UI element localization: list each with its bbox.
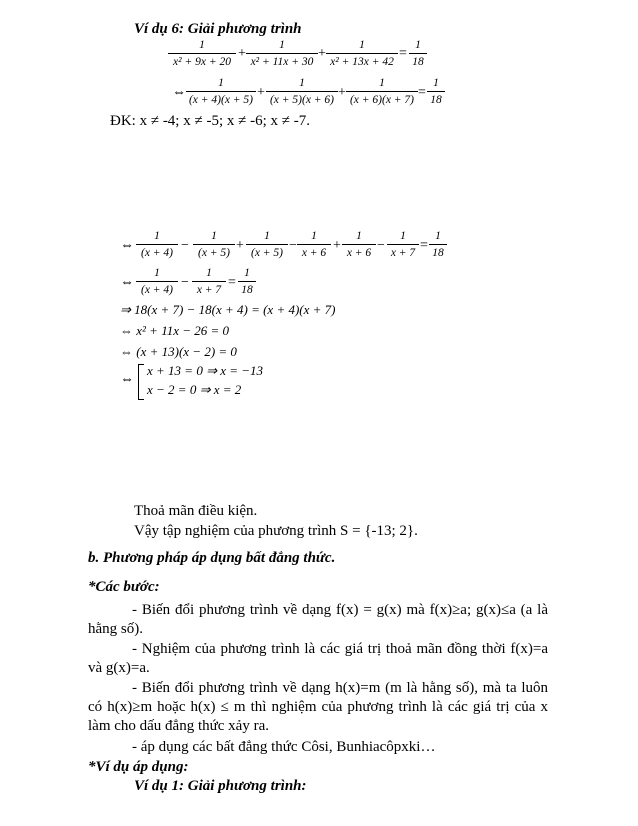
system-line-2: x − 2 = 0 ⇒ x = 2	[147, 382, 242, 397]
eq3-op-1: −	[181, 238, 189, 253]
eq1-op-3: =	[399, 46, 407, 61]
eq4-op-2: =	[228, 275, 236, 290]
eq3-frac-4: 1 x + 6	[297, 229, 331, 260]
eq3-frac-5: 1 x + 6	[342, 229, 376, 260]
eq1-frac-2: 1 x² + 11x + 30	[246, 38, 318, 69]
eq2-lead: ⇔	[172, 85, 186, 100]
condition-line: ĐK: x ≠ -4; x ≠ -5; x ≠ -6; x ≠ -7.	[110, 113, 310, 129]
eq4-lead: ⇔	[120, 275, 134, 290]
step-1: - Biến đổi phương trình về dạng f(x) = g(x) mà f(x)≥a; g(x)≤a (a là hằng số).	[88, 602, 548, 637]
math-line-5: ⇒ 18(x + 7) − 18(x + 4) = (x + 4)(x + 7)	[120, 302, 336, 317]
satisfy-text: Thoả mãn điều kiện.	[134, 503, 258, 519]
eq2-op-1: +	[257, 85, 265, 100]
example-heading: *Ví dụ áp dụng:	[88, 759, 189, 775]
eq1-frac-4: 1 18	[409, 38, 427, 69]
eq4-op-1: −	[181, 275, 189, 290]
step-3: - Biến đổi phương trình về dạng h(x)=m (m là hằng số), mà ta luôn có h(x)≥m hoặc h(x) ≤ m thì nghiệm của phương trình là các giá trị của x làm cho dấu đẳng thức xảy ra.	[88, 680, 548, 734]
eq2-frac-1: 1 (x + 4)(x + 5)	[186, 76, 256, 107]
eq3-frac-6: 1 x + 7	[387, 229, 419, 260]
eq3-op-3: −	[289, 238, 297, 253]
math-line-7: ⇔ (x + 13)(x − 2) = 0	[120, 344, 237, 359]
step-2: - Nghiệm của phương trình là các giá trị thoả mãn đồng thời f(x)=a và g(x)=a.	[88, 641, 548, 676]
eq4-frac-1: 1 (x + 4)	[136, 266, 178, 297]
eq3-op-4: +	[333, 238, 341, 253]
eq3-lead: ⇔	[120, 238, 134, 253]
eq4-frac-3: 1 18	[238, 266, 256, 297]
eq2-frac-4: 1 18	[427, 76, 445, 107]
system-bracket	[138, 364, 144, 400]
eq2-op-2: +	[338, 85, 346, 100]
eq3-frac-3: 1 (x + 5)	[246, 229, 288, 260]
eq3-op-6: =	[420, 238, 428, 253]
example-6-title: Ví dụ 6: Giải phương trình	[134, 21, 302, 37]
math-line-6: ⇔ x² + 11x − 26 = 0	[120, 323, 230, 338]
eq1-frac-3: 1 x² + 13x + 42	[326, 38, 398, 69]
eq2-op-3: =	[418, 85, 426, 100]
eq3-frac-2: 1 (x + 5)	[193, 229, 235, 260]
eq2-frac-3: 1 (x + 6)(x + 7)	[346, 76, 418, 107]
eq1-op-1: +	[238, 46, 246, 61]
eq3-frac-1: 1 (x + 4)	[136, 229, 178, 260]
eq4-frac-2: 1 x + 7	[192, 266, 226, 297]
eq3-op-2: +	[236, 238, 244, 253]
steps-heading: *Các bước:	[88, 579, 160, 595]
eq3-op-5: −	[377, 238, 385, 253]
system-line-1: x + 13 = 0 ⇒ x = −13	[147, 363, 264, 378]
eq1-frac-1: 1 x² + 9x + 20	[168, 38, 236, 69]
eq3-frac-7: 1 18	[429, 229, 447, 260]
solution-text: Vậy tập nghiệm của phương trình S = {-13; 2}.	[134, 523, 418, 539]
system-lead: ⇔	[120, 372, 134, 387]
section-b-heading: b. Phương pháp áp dụng bất đẳng thức.	[88, 550, 336, 566]
eq1-op-2: +	[318, 46, 326, 61]
eq2-frac-2: 1 (x + 5)(x + 6)	[266, 76, 338, 107]
step-4: - áp dụng các bất đẳng thức Côsi, Bunhiacôpxki…	[132, 739, 436, 755]
example-1-title: Ví dụ 1: Giải phương trình:	[134, 778, 307, 794]
